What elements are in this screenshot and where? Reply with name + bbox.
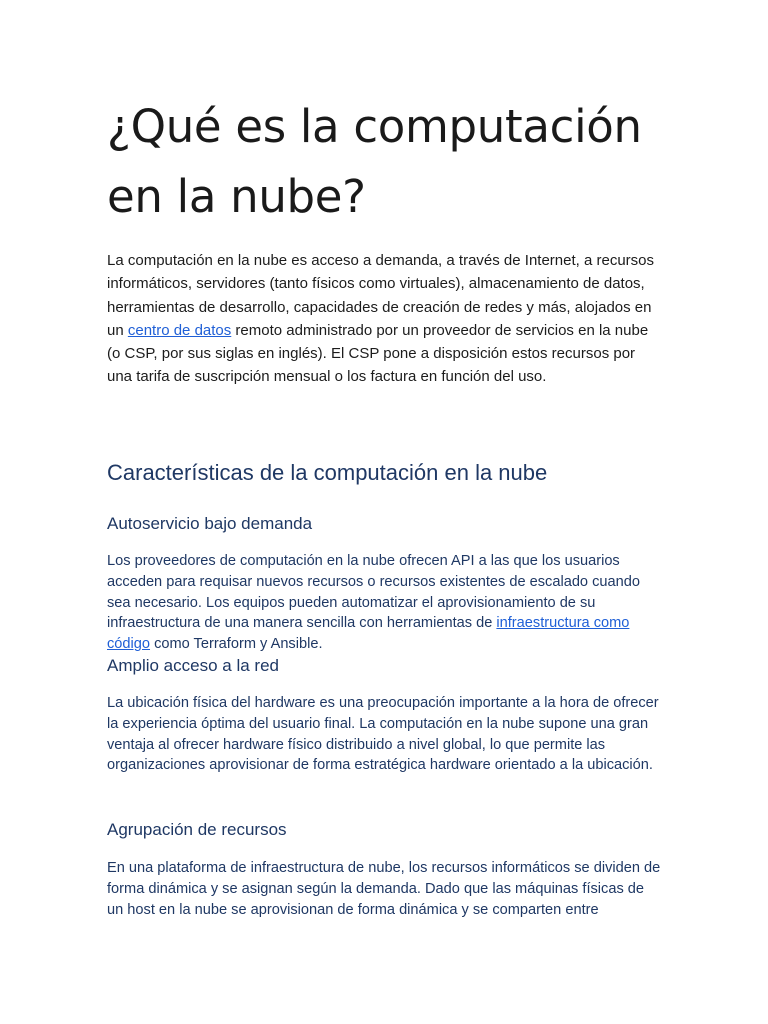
intro-text-end: remoto administrado por un proveedor de servicios en la nube (o CSP, por sus siglas en inglés). El CSP pone a disposición estos recursos por una tarifa de suscripción mensual o los factura en función del uso. [107,321,649,386]
self-service-text-start: Los proveedores de computación en la nube ofrecen API a las que los usuarios acceden para requisar nuevos recursos o recursos existentes de escalado cuando sea necesario. Los equipos pueden automatizar el aprovisionamiento de su infraestructura de una manera sencilla con herramientas de [107,553,640,632]
section-heading-characteristics: Características de la computación en la nube [107,460,548,485]
intro-text-start: La computación en la nube es acceso a demanda, a través de Internet, a recursos informáticos, servidores (tanto físicos como virtuales), almacenamiento de datos, herramientas de desarrollo, capacidades de creación de redes y más, alojados en un [107,252,655,339]
network-access-paragraph: La ubicación física del hardware es una preocupación importante a la hora de ofrecer la experiencia óptima del usuario final. La computación en la nube supone una gran ventaja al ofrecer hardware físico distribuido a nivel global, lo que permite las organizaciones aprovisionar de forma estratégica hardware orientado a la ubicación. [107,695,659,774]
infrastructure-as-code-link[interactable]: infraestructura como código [107,615,630,653]
self-service-text-end: como Terraform y Ansible. [150,636,323,653]
page-title: ¿Qué es la computación en la nube? [107,100,642,223]
subsection-heading-resource-pooling: Agrupación de recursos [107,820,287,839]
intro-paragraph [107,249,663,389]
subsection-heading-network-access: Amplio acceso a la red [107,656,279,675]
self-service-paragraph [107,551,663,655]
subsection-heading-self-service: Autoservicio bajo demanda [107,514,313,533]
resource-pooling-paragraph: En una plataforma de infraestructura de nube, los recursos informáticos se dividen de forma dinámica y se asignan según la demanda. Dado que las máquinas físicas de un host en la nube se aprovisionan de forma dinámica y se comparten entre [107,860,661,918]
data-center-link[interactable]: centro de datos [127,321,232,339]
